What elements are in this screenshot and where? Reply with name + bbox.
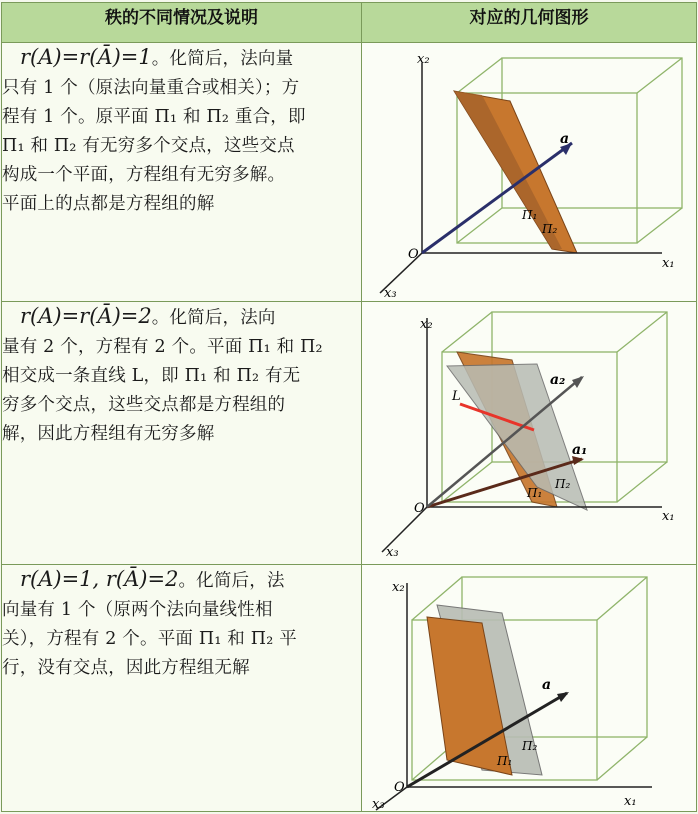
row1-line-3: Π₁ 和 Π₂ 有无穷多个交点，这些交点 <box>2 136 295 156</box>
plane-pi1-label: Π₁ <box>497 754 513 768</box>
row3-line-2: 关），方程有 2 个。平面 Π₁ 和 Π₂ 平 <box>2 629 297 649</box>
row1-line-5: 平面上的点都是方程组的解 <box>2 194 215 214</box>
row3-explanation <box>2 565 362 812</box>
row2-explanation <box>2 302 362 565</box>
x3-label: x₃ <box>372 797 385 811</box>
plane-pi1-label: Π₁ <box>522 208 538 222</box>
row3-figure <box>362 565 697 812</box>
vector-arrowhead-icon <box>557 692 569 702</box>
plane-pi2-label: Π₂ <box>555 477 571 491</box>
line-L-label: L <box>452 389 461 404</box>
origin-label: O <box>394 780 405 795</box>
row3-line-0: r(A)=1, r(Ā)=2。化简后，法 <box>20 567 285 591</box>
table-row <box>2 302 697 565</box>
parallel-planes-diagram <box>362 565 697 811</box>
header-geometry: 对应的几何图形 <box>362 3 697 43</box>
vector-a-label: a <box>542 677 552 693</box>
row1-line-2: 程有 1 个。原平面 Π₁ 和 Π₂ 重合，即 <box>2 107 306 127</box>
vector-a2-label: a₂ <box>550 372 566 388</box>
row2-figure <box>362 302 697 565</box>
header-rank-cases: 秩的不同情况及说明 <box>2 3 362 43</box>
x1-label: x₁ <box>662 509 675 524</box>
x3-label: x₃ <box>384 286 397 301</box>
plane-pi1-label: Π₁ <box>527 486 543 500</box>
x3-label: x₃ <box>386 545 399 560</box>
x1-label: x₁ <box>624 794 637 809</box>
table-row <box>2 43 697 302</box>
vector-a-label: a <box>560 131 570 147</box>
vector-arrowhead-icon <box>572 376 584 388</box>
x2-label: x₂ <box>392 580 405 595</box>
plane-pi2-label: Π₂ <box>542 222 558 236</box>
origin-label: O <box>414 501 425 516</box>
row3-line-3: 行，没有交点，因此方程组无解 <box>2 658 250 678</box>
table-row <box>2 565 697 812</box>
rank-cases-table <box>1 2 697 812</box>
coincident-planes-diagram <box>362 43 697 301</box>
row2-line-3: 穷多个交点，这些交点都是方程组的 <box>2 395 286 415</box>
x2-label: x₂ <box>420 317 433 332</box>
row3-condition: r(A)=1, r(Ā)=2 <box>20 567 179 591</box>
x2-label: x₂ <box>417 52 430 67</box>
origin-label: O <box>408 247 419 262</box>
table-header-row <box>2 3 697 43</box>
row1-explanation <box>2 43 362 302</box>
row2-condition: r(A)=r(Ā)=2 <box>20 304 152 328</box>
row2-line-1: 量有 2 个，方程有 2 个。平面 Π₁ 和 Π₂ <box>2 337 323 357</box>
intersecting-planes-diagram <box>362 302 697 564</box>
row1-line-1: 只有 1 个（原法向量重合或相关）；方 <box>2 78 300 98</box>
plane-pi2-label: Π₂ <box>522 739 538 753</box>
row2-line-2: 相交成一条直线 L，即 Π₁ 和 Π₂ 有无 <box>2 366 301 386</box>
row1-figure <box>362 43 697 302</box>
vector-a1-label: a₁ <box>572 442 588 458</box>
row1-line-0: r(A)=r(Ā)=1。化简后，法向量 <box>20 45 294 69</box>
row1-line-4: 构成一个平面，方程组有无穷多解。 <box>2 165 286 185</box>
x1-label: x₁ <box>662 256 675 271</box>
row2-line-4: 解，因此方程组有无穷多解 <box>2 424 215 444</box>
row2-line-0: r(A)=r(Ā)=2。化简后，法向 <box>20 304 276 328</box>
row3-line-1: 向量有 1 个（原两个法向量线性相 <box>2 600 273 620</box>
row1-condition: r(A)=r(Ā)=1 <box>20 45 152 69</box>
